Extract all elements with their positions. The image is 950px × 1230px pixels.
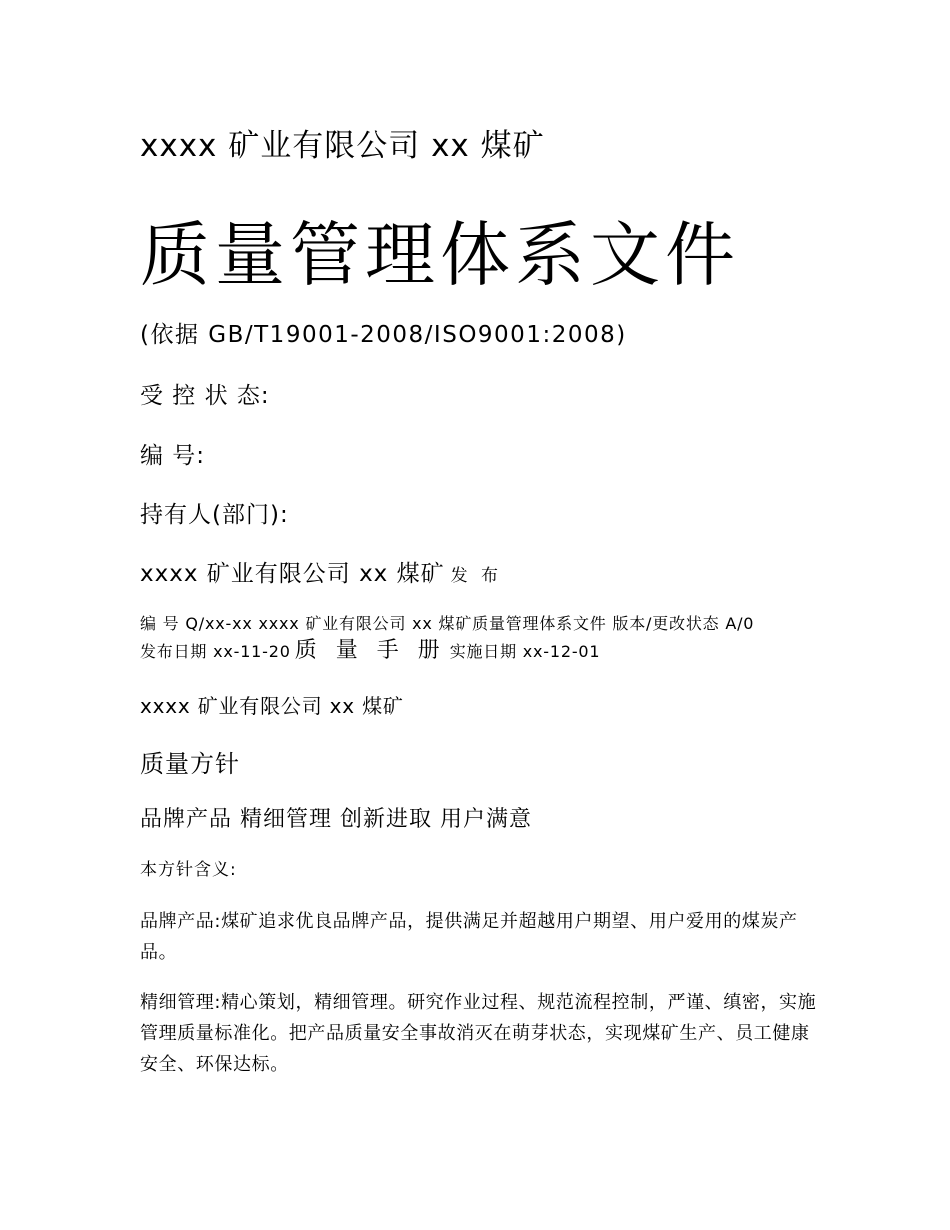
effective-date: 实施日期 xx-12-01 xyxy=(449,642,601,661)
control-status-field: 受 控 状 态: xyxy=(140,383,270,409)
issuer-action: 发 布 xyxy=(450,566,503,586)
quality-policy-heading: 质量方针 xyxy=(140,750,240,778)
policy-meaning-label: 本方针含义: xyxy=(140,860,237,880)
company-name-header: xxxx 矿业有限公司 xx 煤矿 xyxy=(140,128,545,164)
quality-policy-statement: 品牌产品 精细管理 创新进取 用户满意 xyxy=(140,807,532,832)
policy-paragraph-management: 精细管理:精心策划，精细管理。研究作业过程、规范流程控制，严谨、缜密，实施管理质量标准化。把产品质量安全事故消灭在萌芽状态，实现煤矿生产、员工健康安全、环保达标。 xyxy=(140,992,817,1075)
issue-date: 发布日期 xx-11-20 xyxy=(140,642,291,661)
document-meta-line: 编 号 Q/xx-xx xxxx 矿业有限公司 xx 煤矿质量管理体系文件 版本/更改状态 A/0 xyxy=(140,614,755,633)
issuer-line xyxy=(140,563,502,586)
document-number-field: 编 号: xyxy=(140,443,206,469)
policy-paragraph-brand: 品牌产品:煤矿追求优良品牌产品，提供满足并超越用户期望、用户爱用的煤炭产品。 xyxy=(140,911,798,963)
document-dates-line xyxy=(140,640,600,662)
document-page xyxy=(140,0,830,1230)
issuer-company: xxxx 矿业有限公司 xx 煤矿 xyxy=(140,561,445,587)
holder-department-field: 持有人(部门): xyxy=(140,502,289,528)
document-title: 质量管理体系文件 xyxy=(140,214,740,296)
quality-manual-label: 质 量 手 册 xyxy=(294,638,446,663)
standard-basis: (依据 GB/T19001-2008/ISO9001:2008) xyxy=(140,322,627,348)
company-name-section: xxxx 矿业有限公司 xx 煤矿 xyxy=(140,694,404,718)
